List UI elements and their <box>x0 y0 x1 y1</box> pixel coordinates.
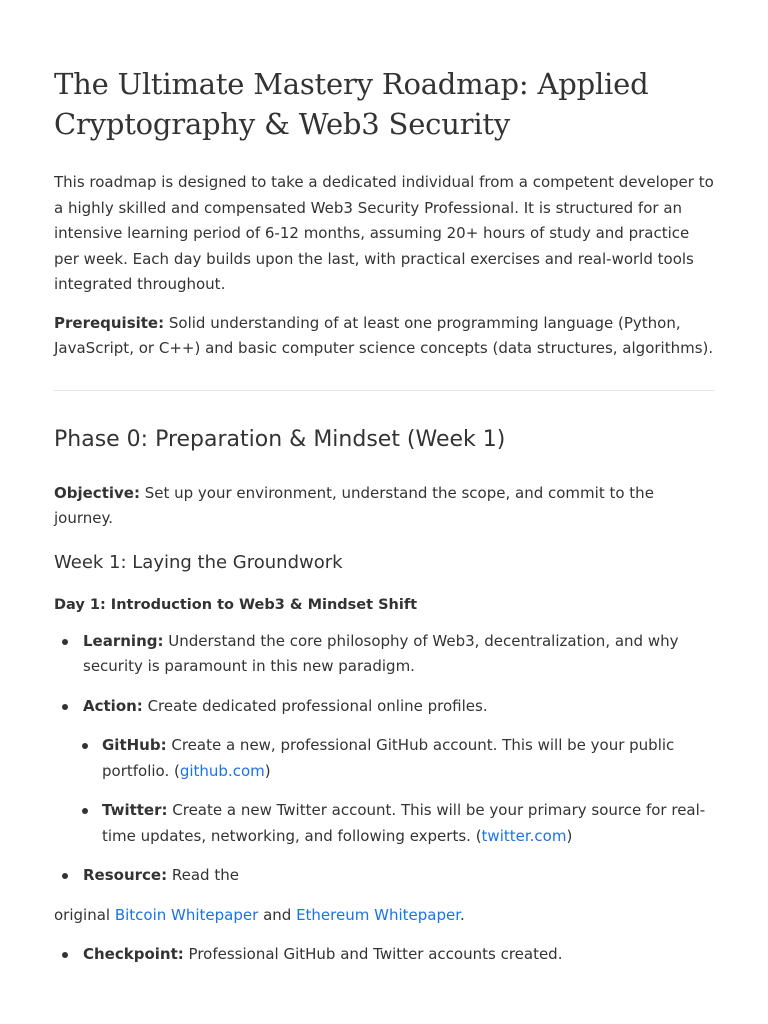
github-text: Create a new, professional GitHub account. This will be your public portfolio. ( <box>102 736 675 780</box>
list-item-github <box>54 733 714 784</box>
prerequisite-text: Solid understanding of at least one programming language (Python, JavaScript, or C++) and basic computer science concepts (data structures, algorithms). <box>54 313 714 357</box>
resource-text: Read the <box>167 866 239 884</box>
github-label: GitHub: <box>102 736 167 754</box>
checkpoint-list <box>54 942 714 968</box>
bullet-icon <box>62 639 68 645</box>
page-title: The Ultimate Mastery Roadmap: Applied Cryptography & Web3 Security <box>54 67 649 141</box>
bitcoin-whitepaper-link[interactable]: Bitcoin Whitepaper <box>114 905 259 924</box>
learning-text: Understand the core philosophy of Web3, decentralization, and why security is paramount in this new paradigm. <box>83 631 679 675</box>
prerequisite-label: Prerequisite: <box>54 313 165 332</box>
github-close: ) <box>264 761 271 780</box>
checkpoint-text: Professional GitHub and Twitter accounts created. <box>183 945 563 963</box>
twitter-text: Create a new Twitter account. This will be your primary source for real-time updates, networking, and following experts. ( <box>102 801 706 845</box>
learning-label: Learning: <box>83 631 164 650</box>
objective-text: Set up your environment, understand the scope, and commit to the journey. <box>54 483 654 527</box>
phase-heading: Phase 0: Preparation & Mindset (Week 1) <box>54 426 506 452</box>
list-item-action <box>54 694 714 720</box>
action-label: Action: <box>83 696 143 715</box>
twitter-close: ) <box>566 826 573 845</box>
ethereum-whitepaper-link[interactable]: Ethereum Whitepaper <box>296 905 460 924</box>
resource-continuation <box>54 903 714 929</box>
week-heading: Week 1: Laying the Groundwork <box>54 551 343 573</box>
prerequisite-paragraph <box>54 311 714 362</box>
day-heading: Day 1: Introduction to Web3 & Mindset Shift <box>54 596 418 613</box>
action-text: Create dedicated professional online profiles. <box>142 696 488 715</box>
section-divider <box>54 390 714 391</box>
bullet-icon <box>82 808 88 814</box>
period-text: . <box>459 905 465 924</box>
bullet-icon <box>62 952 68 958</box>
resource-label: Resource: <box>83 866 168 884</box>
twitter-label: Twitter: <box>102 801 168 819</box>
objective-label: Objective: <box>54 483 140 502</box>
intro-paragraph: This roadmap is designed to take a dedicated individual from a competent developer to a highly skilled and compensated Web3 Security Professional. It is structured for an intensive learning period of 6-12 months, assuming 20+ hours of study and practice per week. Each day builds upon the last, with practical exercises and real-world tools integrated throughout. <box>54 173 714 293</box>
bullet-icon <box>62 873 68 879</box>
list-item-resource <box>54 863 714 889</box>
github-link[interactable]: github.com <box>179 761 265 780</box>
day-task-list <box>54 629 714 889</box>
list-item-twitter <box>54 798 714 849</box>
bullet-icon <box>62 704 68 710</box>
resource-cont-prefix: original <box>54 905 115 924</box>
list-item-learning <box>54 629 714 680</box>
checkpoint-label: Checkpoint: <box>83 945 184 963</box>
and-text: and <box>258 905 297 924</box>
bullet-icon <box>82 743 88 749</box>
objective-paragraph <box>54 481 714 532</box>
list-item-checkpoint <box>54 942 714 968</box>
twitter-link[interactable]: twitter.com <box>481 826 567 845</box>
